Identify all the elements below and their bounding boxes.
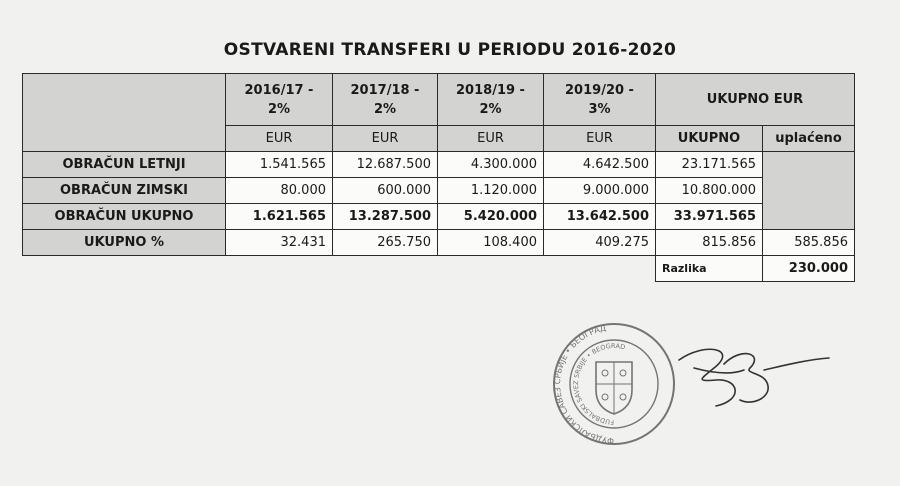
currency-label: EUR — [333, 126, 438, 152]
value-cell: 5.420.000 — [438, 204, 544, 230]
uplaceno-cell: 585.856 — [763, 230, 855, 256]
period-rate: 2% — [479, 101, 502, 117]
period-rate: 2% — [267, 101, 291, 117]
currency-label: EUR — [438, 126, 544, 152]
ukupno-cell: 815.856 — [656, 230, 763, 256]
table-row — [23, 152, 855, 178]
period-header — [333, 74, 438, 126]
value-cell: 12.687.500 — [333, 152, 438, 178]
period-header — [438, 74, 544, 126]
currency-label: EUR — [544, 126, 656, 152]
period-label: 2019/20 - — [565, 82, 634, 98]
row-label: UKUPNO % — [23, 230, 226, 256]
totals-header: UKUPNO EUR — [656, 74, 855, 126]
value-cell: 4.300.000 — [438, 152, 544, 178]
period-label: 2017/18 - — [350, 82, 420, 98]
ukupno-cell: 33.971.565 — [656, 204, 763, 230]
period-header — [226, 74, 333, 126]
stamp-and-signature — [544, 320, 844, 455]
ukupno-column-header: UKUPNO — [656, 126, 763, 152]
transfers-table — [22, 73, 855, 282]
row-label: OBRAČUN UKUPNO — [23, 204, 226, 230]
uplaceno-cell-empty — [763, 152, 855, 230]
stamp-inner-text: FUDBALSKI SAVEZ SRBIJE • BEOGRAD — [571, 341, 627, 427]
table-row — [23, 230, 855, 256]
period-label: 2018/19 - — [456, 82, 525, 98]
value-cell: 600.000 — [333, 178, 438, 204]
header-corner-cell — [23, 74, 226, 152]
value-cell: 1.120.000 — [438, 178, 544, 204]
currency-label: EUR — [226, 126, 333, 152]
value-cell: 32.431 — [226, 230, 333, 256]
table-row — [23, 204, 855, 230]
value-cell: 80.000 — [226, 178, 333, 204]
ukupno-cell: 10.800.000 — [656, 178, 763, 204]
value-cell: 13.642.500 — [544, 204, 656, 230]
period-header-row — [23, 74, 855, 126]
signature-icon — [679, 349, 829, 406]
value-cell: 13.287.500 — [333, 204, 438, 230]
value-cell: 9.000.000 — [544, 178, 656, 204]
value-cell: 1.541.565 — [226, 152, 333, 178]
table-row — [23, 178, 855, 204]
ukupno-cell: 23.171.565 — [656, 152, 763, 178]
razlika-value: 230.000 — [763, 256, 855, 282]
document-title: OSTVARENI TRANSFERI U PERIODU 2016-2020 — [223, 40, 677, 60]
period-rate: 3% — [588, 101, 611, 117]
row-label: OBRAČUN ZIMSKI — [23, 178, 226, 204]
razlika-row — [23, 256, 855, 282]
period-label: 2016/17 - — [244, 82, 314, 98]
value-cell: 1.621.565 — [226, 204, 333, 230]
period-header — [544, 74, 656, 126]
period-rate: 2% — [373, 101, 397, 117]
stamp-outer-text: ФУДБАЛСКИ САВЕЗ СРБИЈЕ • БЕОГРАД — [552, 323, 615, 446]
value-cell: 409.275 — [544, 230, 656, 256]
official-stamp-icon — [553, 324, 674, 446]
value-cell: 108.400 — [438, 230, 544, 256]
row-label: OBRAČUN LETNJI — [23, 152, 226, 178]
uplaceno-column-header: uplaćeno — [763, 126, 855, 152]
razlika-label: Razlika — [656, 256, 763, 282]
value-cell: 4.642.500 — [544, 152, 656, 178]
value-cell: 265.750 — [333, 230, 438, 256]
spacer — [23, 256, 656, 282]
